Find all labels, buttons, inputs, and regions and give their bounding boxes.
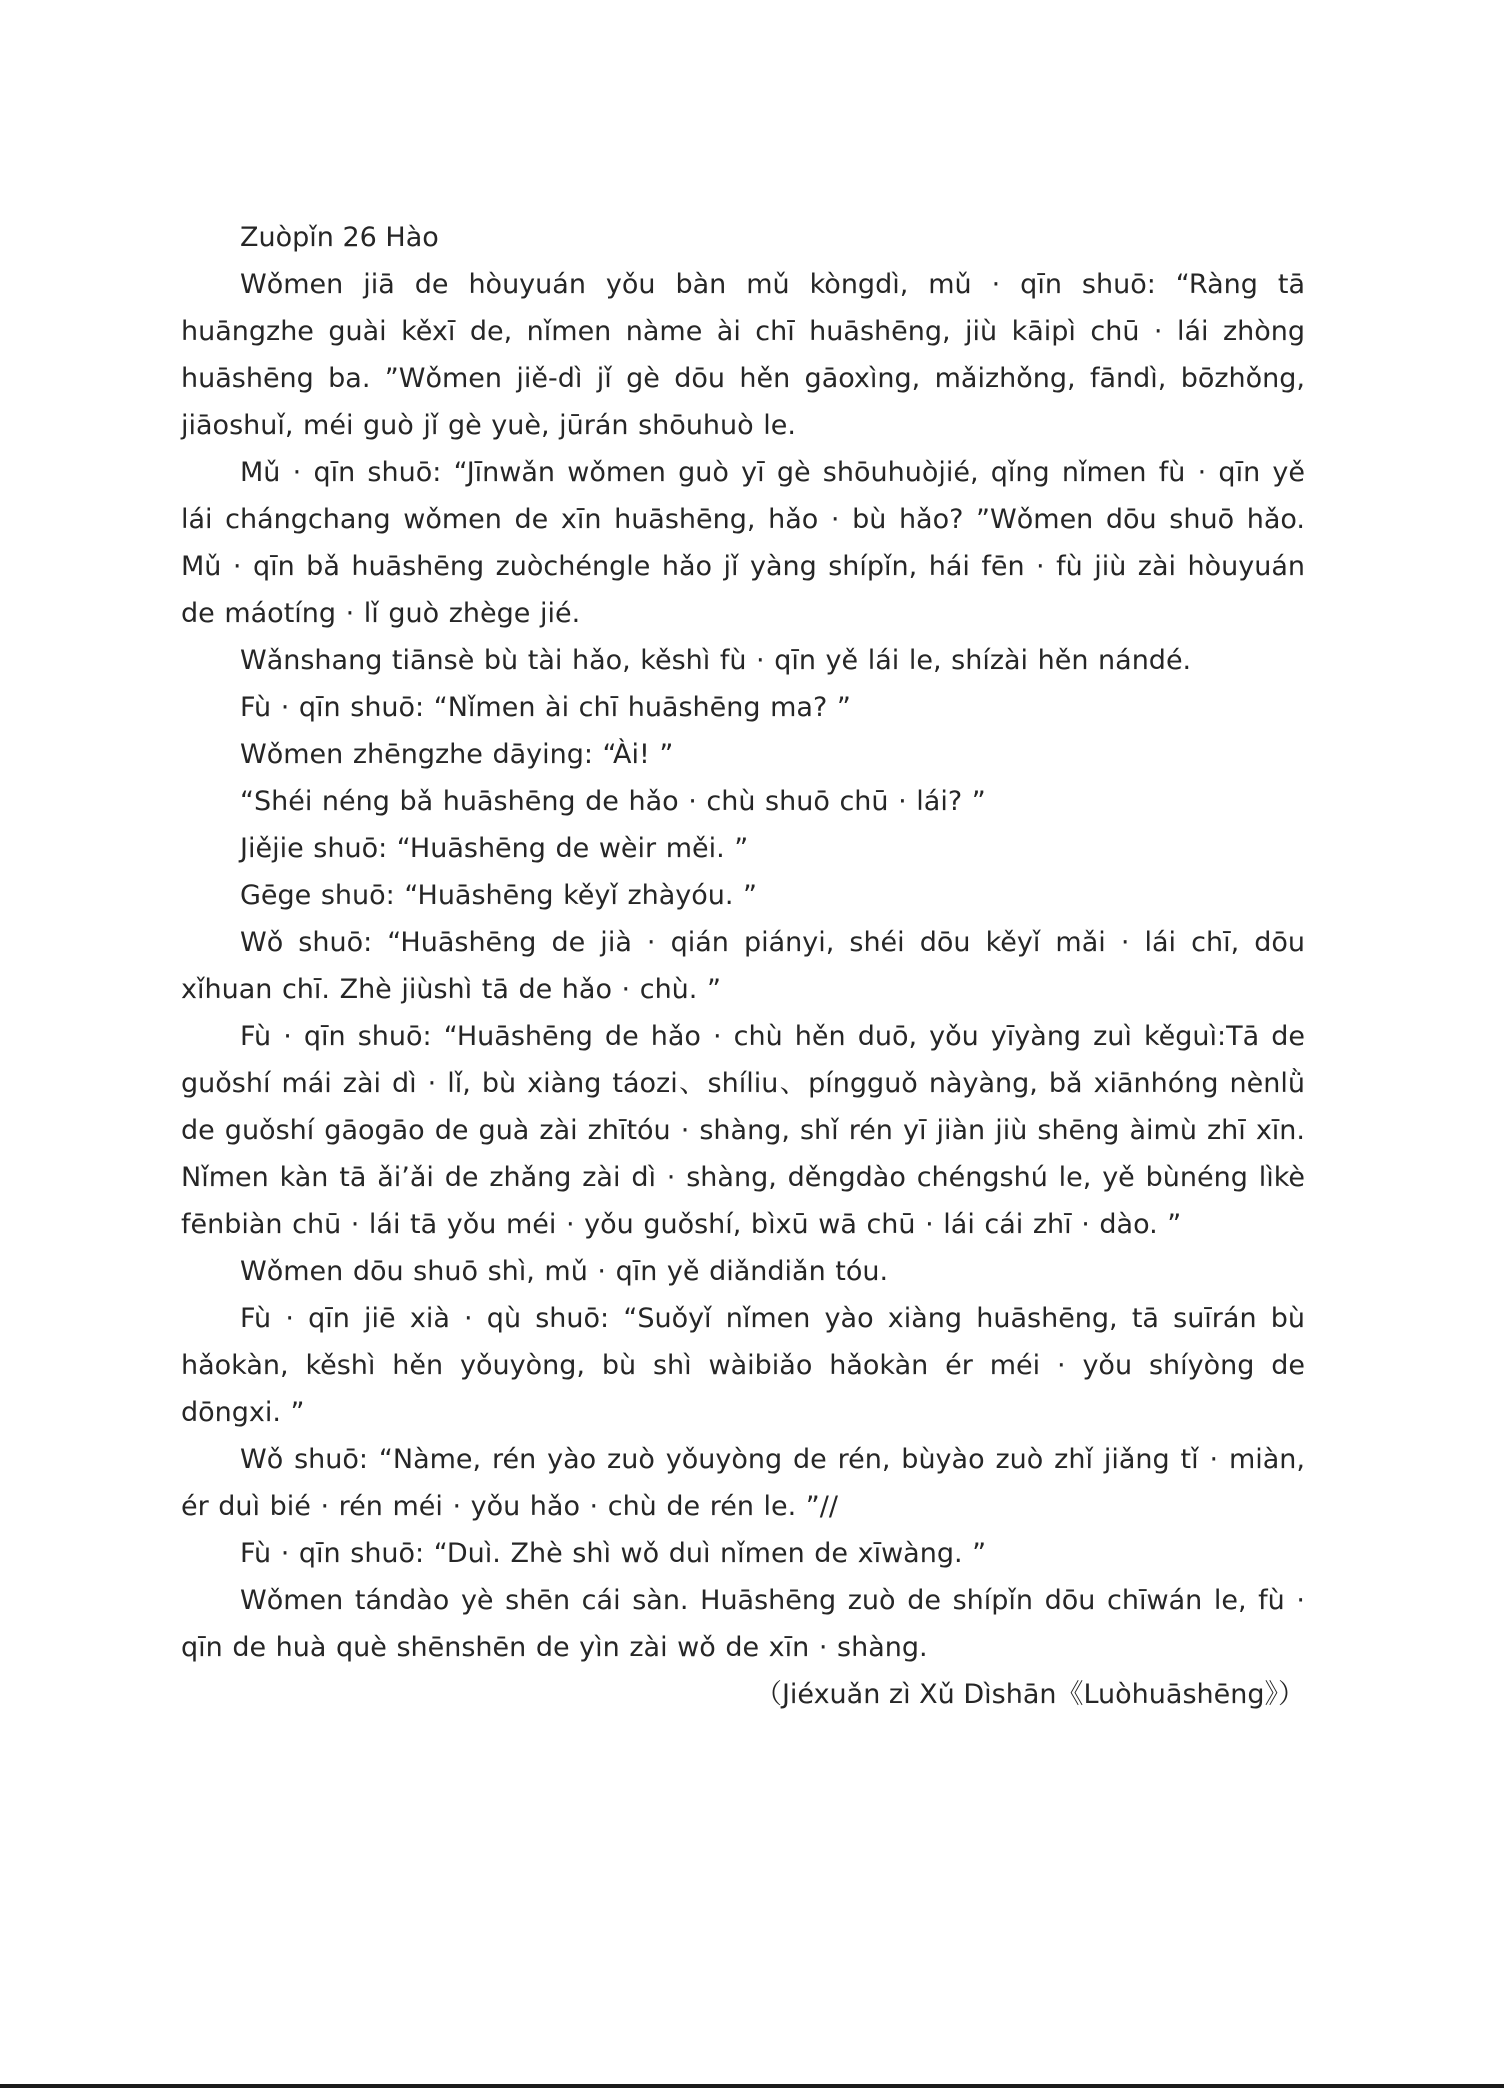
paragraph: Jiějie shuō: “Huāshēng de wèir měi. ”	[240, 833, 749, 864]
paragraph: Wǒ shuō: “Nàme, rén yào zuò yǒuyòng de rén, bùyào zuò zhǐ jiǎng tǐ · miàn, ér duì bié · rén méi · yǒu hǎo · chù de rén le. ”//	[181, 1444, 1305, 1522]
paragraph: Fù · qīn shuō: “Huāshēng de hǎo · chù hěn duō, yǒu yīyàng zuì kěguì:Tā de guǒshí mái zài dì · lǐ, bù xiàng táozi、shíliu、píngguǒ nàyàng, bǎ xiānhóng nènlǜ de guǒshí gāogāo de guà zài zhītóu · shàng, shǐ rén yī jiàn jiù shēng àimù zhī xīn. Nǐmen kàn tā ǎi’ǎi de zhǎng zài dì · shàng, děngdào chéngshú le, yě bùnéng lìkè fēnbiàn chū · lái tā yǒu méi · yǒu guǒshí, bìxū wā chū · lái cái zhī · dào. ”	[181, 1021, 1305, 1240]
paragraph: Fù · qīn shuō: “Duì. Zhè shì wǒ duì nǐmen de xīwàng. ”	[240, 1538, 987, 1569]
paragraph: Gēge shuō: “Huāshēng kěyǐ zhàyóu. ”	[240, 880, 758, 911]
bottom-divider	[0, 2084, 1504, 2088]
paragraph: “Shéi néng bǎ huāshēng de hǎo · chù shuō chū · lái? ”	[240, 786, 986, 817]
paragraph: Wǒ shuō: “Huāshēng de jià · qián piányi, shéi dōu kěyǐ mǎi · lái chī, dōu xǐhuan chī. Zhè jiùshì tā de hǎo · chù. ”	[181, 927, 1305, 1005]
paragraph: Fù · qīn jiē xià · qù shuō: “Suǒyǐ nǐmen yào xiàng huāshēng, tā suīrán bù hǎokàn, kěshì hěn yǒuyòng, bù shì wàibiǎo hǎokàn ér méi · yǒu shíyòng de dōngxi. ”	[181, 1303, 1305, 1428]
paragraph: Wǒmen tándào yè shēn cái sàn. Huāshēng zuò de shípǐn dōu chīwán le, fù · qīn de huà què shēnshēn de yìn zài wǒ de xīn · shàng.	[181, 1585, 1305, 1663]
source-citation: （Jiéxuǎn zì Xǔ Dìshān《Luòhuāshēng》）	[754, 1679, 1305, 1710]
document-body	[181, 214, 1305, 1718]
paragraph: Wǒmen zhēngzhe dāying: “Ài! ”	[240, 739, 674, 770]
paragraph: Wǎnshang tiānsè bù tài hǎo, kěshì fù · qīn yě lái le, shízài hěn nándé.	[240, 645, 1192, 676]
document-title: Zuòpǐn 26 Hào	[240, 222, 439, 253]
paragraph: Mǔ · qīn shuō: “Jīnwǎn wǒmen guò yī gè shōuhuòjié, qǐng nǐmen fù · qīn yě lái chángchang wǒmen de xīn huāshēng, hǎo · bù hǎo? ”Wǒmen dōu shuō hǎo. Mǔ · qīn bǎ huāshēng zuòchéngle hǎo jǐ yàng shípǐn, hái fēn · fù jiù zài hòuyuán de máotíng · lǐ guò zhège jié.	[181, 457, 1305, 629]
paragraph: Wǒmen jiā de hòuyuán yǒu bàn mǔ kòngdì, mǔ · qīn shuō: “Ràng tā huāngzhe guài kěxī de, nǐmen nàme ài chī huāshēng, jiù kāipì chū · lái zhòng huāshēng ba. ”Wǒmen jiě-dì jǐ gè dōu hěn gāoxìng, mǎizhǒng, fāndì, bōzhǒng, jiāoshuǐ, méi guò jǐ gè yuè, jūrán shōuhuò le.	[181, 269, 1305, 441]
paragraph: Wǒmen dōu shuō shì, mǔ · qīn yě diǎndiǎn tóu.	[240, 1256, 889, 1287]
paragraph: Fù · qīn shuō: “Nǐmen ài chī huāshēng ma? ”	[240, 692, 851, 723]
